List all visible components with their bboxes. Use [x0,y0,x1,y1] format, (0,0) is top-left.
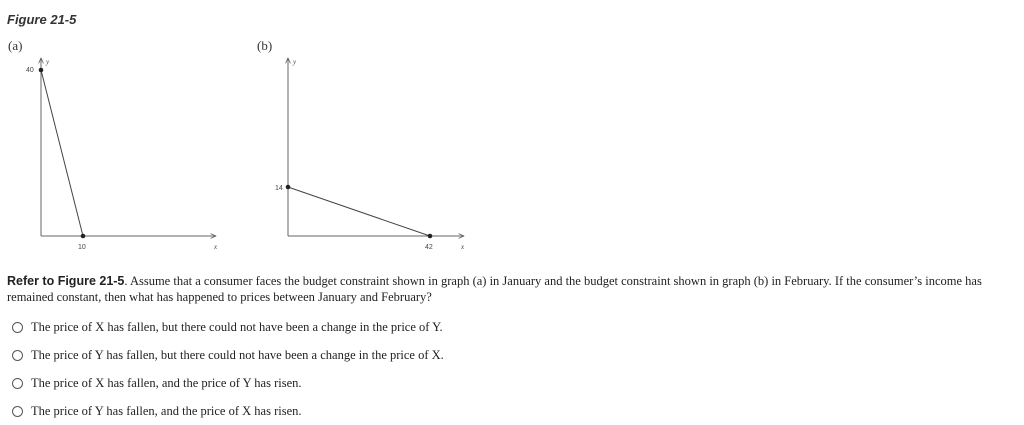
figure-reference: Refer to Figure 21-5 [7,274,125,288]
graph-a [26,58,218,251]
radio-button[interactable] [12,350,23,361]
graph-a-budget-line [41,70,83,236]
answer-option-1[interactable] [12,313,444,341]
panel-a-label: (a) [8,38,23,53]
answer-option-3[interactable] [12,369,444,397]
graph-b [275,58,465,251]
answer-options [12,313,444,425]
answer-option-4[interactable] [12,397,444,425]
answer-option-text: The price of Y has fallen, and the price of X has risen. [31,403,302,418]
radio-button[interactable] [12,378,23,389]
graph-a-y-axis-label: y [46,58,50,66]
question-text [7,273,1021,305]
graph-b-x-intercept-label: 42 [425,244,433,251]
answer-option-2[interactable] [12,341,444,369]
graph-a-x-axis-label: x [214,243,218,251]
graph-a-y-intercept-label: 40 [26,67,34,74]
panel-b-label: (b) [257,38,273,53]
radio-button[interactable] [12,406,23,417]
graph-b-x-intercept-point [428,234,433,239]
answer-option-text: The price of X has fallen, but there could not have been a change in the price of Y. [31,319,443,334]
graph-b-x-axis-label: x [461,243,465,251]
radio-button[interactable] [12,322,23,333]
graph-b-y-intercept-point [286,185,291,190]
graph-b-y-intercept-label: 14 [275,185,283,192]
graph-b-budget-line [288,187,430,236]
figure-title: Figure 21-5 [7,12,77,27]
answer-option-text: The price of X has fallen, and the price of Y has risen. [31,375,302,390]
answer-option-text: The price of Y has fallen, but there could not have been a change in the price of X. [31,347,444,362]
question-body: . Assume that a consumer faces the budget constraint shown in graph (a) in January and the budget constraint shown in graph (b) in February. If the consumer’s income has remained constant, then what has happened to prices between January and February? [7,274,982,304]
graph-a-y-intercept-point [39,68,44,73]
graph-b-y-axis-label: y [293,58,297,66]
graph-a-x-intercept-point [81,234,86,239]
graph-a-x-intercept-label: 10 [78,244,86,251]
